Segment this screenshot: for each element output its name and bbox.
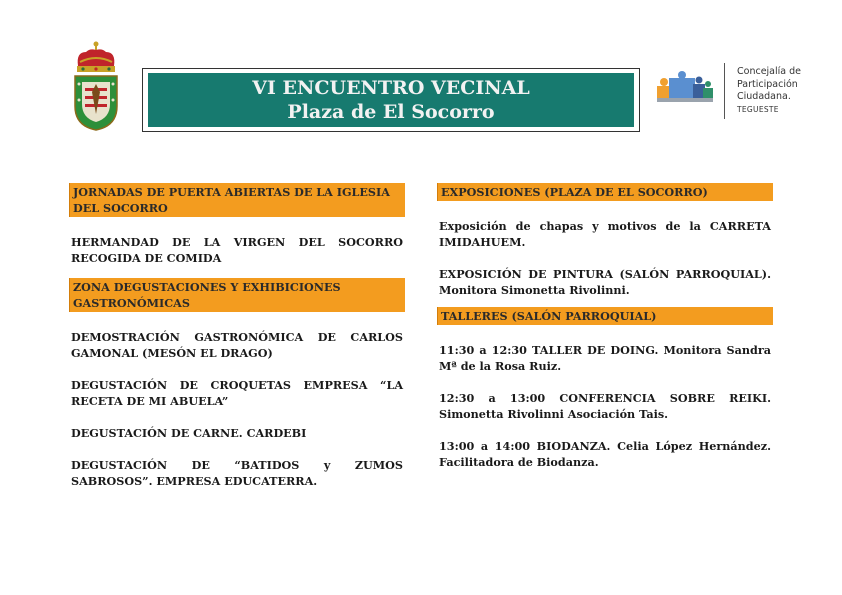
- list-item: DEGUSTACIÓN DE CARNE. CARDEBI: [71, 426, 307, 440]
- title-banner: [142, 68, 640, 132]
- right-column: [437, 183, 773, 470]
- list-item: EXPOSICIÓN DE PINTURA (SALÓN PARROQUIAL). Monitora Simonetta Rivolinni.: [439, 267, 771, 297]
- list-item: HERMANDAD DE LA VIRGEN DEL SOCORRO RECOGIDA DE COMIDA: [71, 235, 403, 265]
- section-header-gastronomy: ZONA DEGUSTACIONES Y EXHIBICIONES GASTRONÓMICAS: [69, 278, 405, 312]
- logo-line: Participación: [737, 78, 798, 90]
- list-item: DEGUSTACIÓN DE CROQUETAS EMPRESA “LA RECETA DE MI ABUELA”: [71, 378, 403, 408]
- list-item: Exposición de chapas y motivos de la CARRETA IMIDAHUEM.: [439, 219, 771, 249]
- list-item: 12:30 a 13:00 CONFERENCIA SOBRE REIKI. Simonetta Rivolinni Asociación Tais.: [439, 391, 771, 421]
- list-item: 11:30 a 12:30 TALLER DE DOING. Monitora Sandra Mª de la Rosa Ruiz.: [439, 343, 771, 373]
- logo-divider: [724, 63, 725, 119]
- section-header-open-doors: JORNADAS DE PUERTA ABIERTAS DE LA IGLESIA DEL SOCORRO: [69, 183, 405, 217]
- list-item: 13:00 a 14:00 BIODANZA. Celia López Hernández. Facilitadora de Biodanza.: [439, 439, 771, 469]
- people-logo-icon: [655, 70, 715, 104]
- list-item: DEMOSTRACIÓN GASTRONÓMICA DE CARLOS GAMONAL (MESÓN EL DRAGO): [71, 330, 403, 360]
- logo-line: TEGUESTE: [737, 104, 779, 114]
- section-header-workshops: TALLERES (SALÓN PARROQUIAL): [437, 307, 773, 325]
- event-subtitle: Plaza de El Socorro: [287, 101, 495, 123]
- left-column: [69, 183, 405, 489]
- organization-logo-text: [737, 66, 801, 116]
- list-item: DEGUSTACIÓN DE “BATIDOS y ZUMOS SABROSOS”. EMPRESA EDUCATERRA.: [71, 458, 403, 488]
- title-box: [148, 73, 634, 127]
- coat-of-arms-icon: [70, 40, 122, 132]
- section-header-exhibitions: EXPOSICIONES (PLAZA DE EL SOCORRO): [437, 183, 773, 201]
- logo-line: Concejalía de: [737, 66, 801, 77]
- logo-line: Ciudadana.: [737, 91, 791, 102]
- event-title: VI ENCUENTRO VECINAL: [252, 77, 530, 99]
